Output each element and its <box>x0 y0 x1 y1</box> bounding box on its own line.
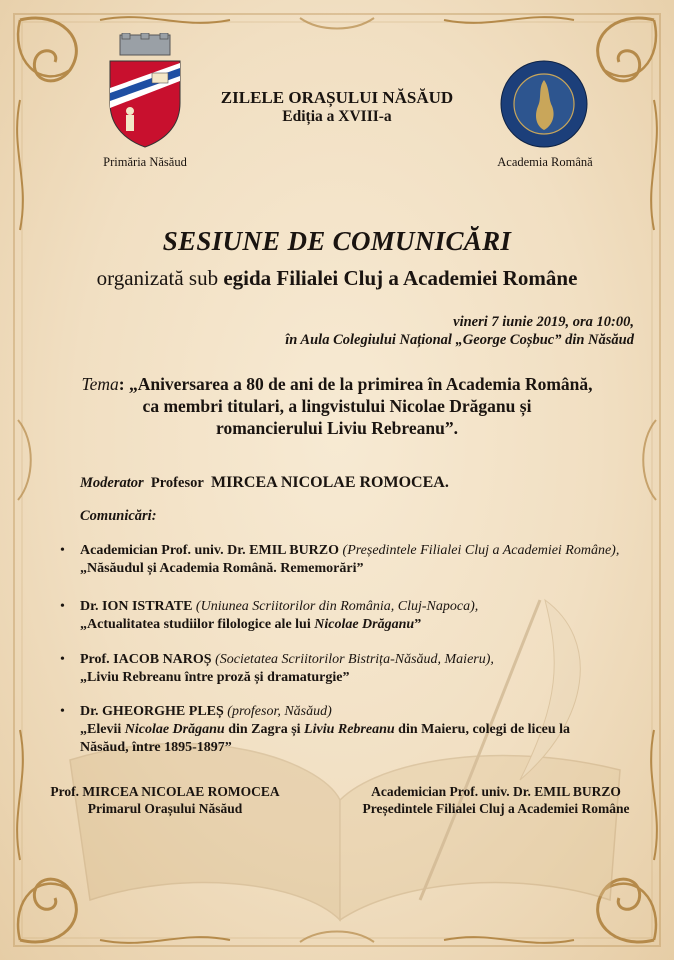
talk-title-name: Liviu Rebreanu <box>304 722 395 737</box>
theme-label: Tema <box>81 374 119 394</box>
speaker-name: Prof. IACOB NAROȘ <box>80 652 212 667</box>
left-signature <box>30 783 300 817</box>
speaker-name: Academician Prof. univ. Dr. EMIL BURZO <box>80 543 340 558</box>
crest-logo <box>106 33 184 148</box>
talk-title: „Năsăudul și Academia Română. Rememorări” <box>80 561 364 576</box>
theme-line-3: romancierului Liviu Rebreanu”. <box>216 418 458 438</box>
theme-block <box>0 373 674 439</box>
academia-seal-logo <box>500 60 588 148</box>
event-location: în Aula Colegiului Național „George Coșbuc” din Năsăud <box>285 332 634 348</box>
festival-title: ZILELE ORAȘULUI NĂSĂUD <box>220 88 454 107</box>
talk-title-part: din Zagra și <box>224 722 305 737</box>
right-signature <box>348 783 644 817</box>
theme-line-2: ca membri titulari, a lingvistului Nicolae Drăganu și <box>142 396 532 416</box>
session-subtitle <box>0 266 674 291</box>
left-signature-name: Prof. MIRCEA NICOLAE ROMOCEA <box>50 784 280 799</box>
list-item <box>60 651 620 687</box>
speaker-name: Dr. GHEORGHE PLEȘ <box>80 704 224 719</box>
talk-title-name: Nicolae Drăganu <box>314 617 415 632</box>
event-datetime: vineri 7 iunie 2019, ora 10:00, <box>453 314 634 330</box>
bullet-icon: • <box>60 704 65 719</box>
talk-title: „Liviu Rebreanu între proză și dramaturgie” <box>80 670 350 685</box>
moderator-line <box>80 474 449 492</box>
left-logo-caption: Primăria Năsăud <box>103 155 187 169</box>
list-item <box>60 703 620 757</box>
talk-title: „Actualitatea studiilor filologice ale lui <box>80 617 315 632</box>
theme-line-1: : „Aniversarea a 80 de ani de la primirea în Academia Română, <box>118 374 593 394</box>
moderator-label: Moderator <box>80 475 144 491</box>
speaker-affiliation: (Uniunea Scriitorilor din România, Cluj-Napoca), <box>192 599 479 614</box>
speaker-name: Dr. ION ISTRATE <box>80 599 193 614</box>
moderator-name: MIRCEA NICOLAE ROMOCEA. <box>211 474 449 491</box>
speaker-affiliation: (profesor, Năsăud) <box>223 704 332 719</box>
list-item <box>60 542 620 578</box>
left-signature-role: Primarul Orașului Năsăud <box>87 801 243 816</box>
right-signature-name: Academician Prof. univ. Dr. EMIL BURZO <box>371 784 621 799</box>
bullet-icon: • <box>60 543 65 558</box>
speaker-affiliation: (Societatea Scriitorilor Bistrița-Năsăud, Maieru), <box>211 652 494 667</box>
talk-title: „Elevii <box>80 722 125 737</box>
bullet-icon: • <box>60 652 65 667</box>
moderator-title: Profesor <box>150 475 204 491</box>
list-item <box>60 598 620 634</box>
communications-label: Comunicări: <box>80 508 157 524</box>
book-quill-watermark <box>70 600 620 920</box>
talk-title-end: Năsăud, între 1895-1897” <box>80 740 232 755</box>
talk-title-part: din Maieru, colegi de liceu la <box>394 722 571 737</box>
subtitle-prefix: organizată sub <box>96 266 224 290</box>
subtitle-bold: egida Filialei Cluj a Academiei Române <box>223 266 578 290</box>
speaker-affiliation: (Președintele Filialei Cluj a Academiei Române), <box>339 543 620 558</box>
right-logo-caption: Academia Română <box>497 155 593 169</box>
edition-label: Ediția a XVIII-a <box>282 108 392 125</box>
session-title: SESIUNE DE COMUNICĂRI <box>162 226 512 256</box>
bullet-icon: • <box>60 599 65 614</box>
talk-title-end: ” <box>414 617 422 632</box>
right-signature-role: Președintele Filialei Cluj a Academiei Române <box>362 801 630 816</box>
talk-title-name: Nicolae Drăganu <box>124 722 225 737</box>
